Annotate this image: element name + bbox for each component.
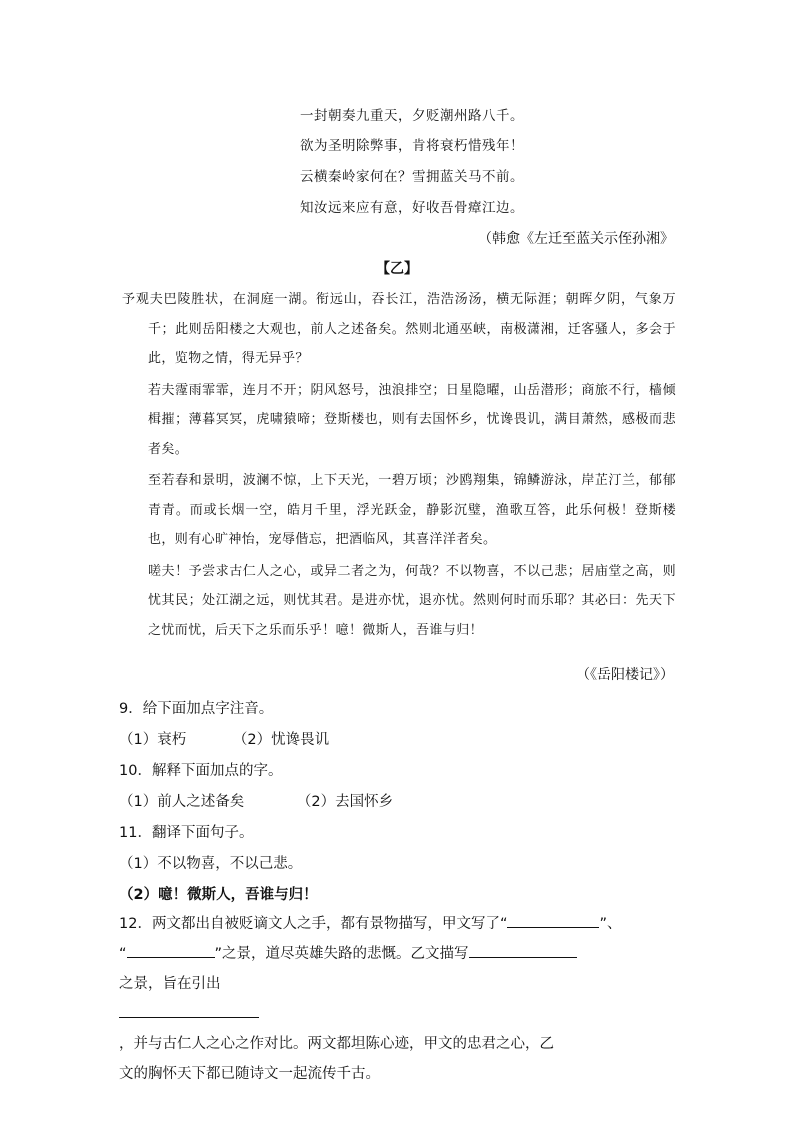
question-11: 11．翻译下面句子。 <box>119 825 254 841</box>
q12-text-1: 12．两文都出自被贬谪文人之手，都有景物描写，甲文写了“ <box>119 916 508 932</box>
q12-text-6: ，并与古仁人之心之作对比。两文都坦陈心迹，甲文的忠君之心，乙 <box>119 1036 554 1052</box>
question-11-item-2: （2）噫！微斯人，吾谁与归！ <box>119 887 318 903</box>
question-10-items <box>119 790 393 811</box>
prose-paragraph-1: 予观夫巴陵胜状，在洞庭一湖。衔远山，吞长江，浩浩汤汤，横无际涯；朝晖夕阴，气象万千；此则岳阳楼之大观也，前人之述备矣。然则北通巫峡，南极潇湘，迁客骚人，多会于此，览物之情，得无异乎？ <box>122 292 676 366</box>
q12-text-3: “ <box>119 946 127 962</box>
q12-text-5: 之景，旨在引出 <box>119 976 221 992</box>
poem-line-2: 欲为圣明除弊事，肯将衰朽惜残年！ <box>300 138 524 154</box>
question-12-line-2 <box>119 939 674 999</box>
question-11-item-1: （1）不以物喜，不以己悲。 <box>119 856 303 872</box>
poem-line-1: 一封朝奏九重天，夕贬潮州路八千。 <box>300 108 524 124</box>
poem-source: （韩愈《左迁至蓝关示侄孙湘》 <box>478 231 674 247</box>
section-b-heading: 【乙】 <box>376 261 418 277</box>
prose-paragraph-3: 至若春和景明，波澜不惊，上下天光，一碧万顷；沙鸥翔集，锦鳞游泳，岸芷汀兰，郁郁青青。而或长烟一空，皓月千里，浮光跃金，静影沉璧，渔歌互答，此乐何极！登斯楼也，则有心旷神怡，宠辱偕忘，把酒临风，其喜洋洋者矣。 <box>148 473 676 547</box>
q12-blank-4[interactable] <box>119 1003 259 1018</box>
question-10-item-1: （1）前人之述备矣 <box>119 794 245 810</box>
q12-blank-2[interactable] <box>127 943 215 958</box>
question-9-item-2: （2）忧谗畏讥 <box>232 732 330 748</box>
q12-blank-1[interactable] <box>507 913 599 928</box>
question-12-line-3 <box>119 999 674 1059</box>
poem-line-3: 云横秦岭家何在？雪拥蓝关马不前。 <box>300 169 524 185</box>
q12-text-7: 文的胸怀天下都已随诗文一起流传千古。 <box>119 1066 380 1082</box>
poem-line-4: 知汝远来应有意，好收吾骨瘴江边。 <box>300 200 524 216</box>
question-9-item-1: （1）衰朽 <box>119 732 187 748</box>
question-12-line-1 <box>119 909 674 939</box>
question-9: 9．给下面加点字注音。 <box>119 701 274 717</box>
prose-paragraph-2: 若夫霪雨霏霏，连月不开；阴风怒号，浊浪排空；日星隐曜，山岳潜形；商旅不行，樯倾楫摧；薄暮冥冥，虎啸猿啼；登斯楼也，则有去国怀乡，忧谗畏讥，满目萧然，感极而悲者矣。 <box>148 382 676 457</box>
q12-text-4: ”之景，道尽英雄失路的悲慨。乙文描写 <box>214 946 469 962</box>
question-10: 10．解释下面加点的字。 <box>119 763 283 779</box>
question-10-item-2: （2）去国怀乡 <box>296 794 394 810</box>
prose-block <box>122 285 676 645</box>
q12-blank-3[interactable] <box>469 943 577 958</box>
question-12-line-4 <box>119 1059 674 1089</box>
prose-source: （《岳阳楼记》） <box>576 667 674 683</box>
question-12 <box>119 909 674 1089</box>
prose-paragraph-4: 嗟夫！予尝求古仁人之心，或异二者之为，何哉？不以物喜，不以己悲；居庙堂之高，则忧其民；处江湖之远，则忧其君。是进亦忧，退亦忧。然则何时而乐耶？其必曰：先天下之忧而忧，后天下之乐而乐乎！噫！微斯人，吾谁与归！ <box>148 563 676 638</box>
question-9-items <box>119 728 329 749</box>
q12-text-2: ”、 <box>599 916 622 932</box>
